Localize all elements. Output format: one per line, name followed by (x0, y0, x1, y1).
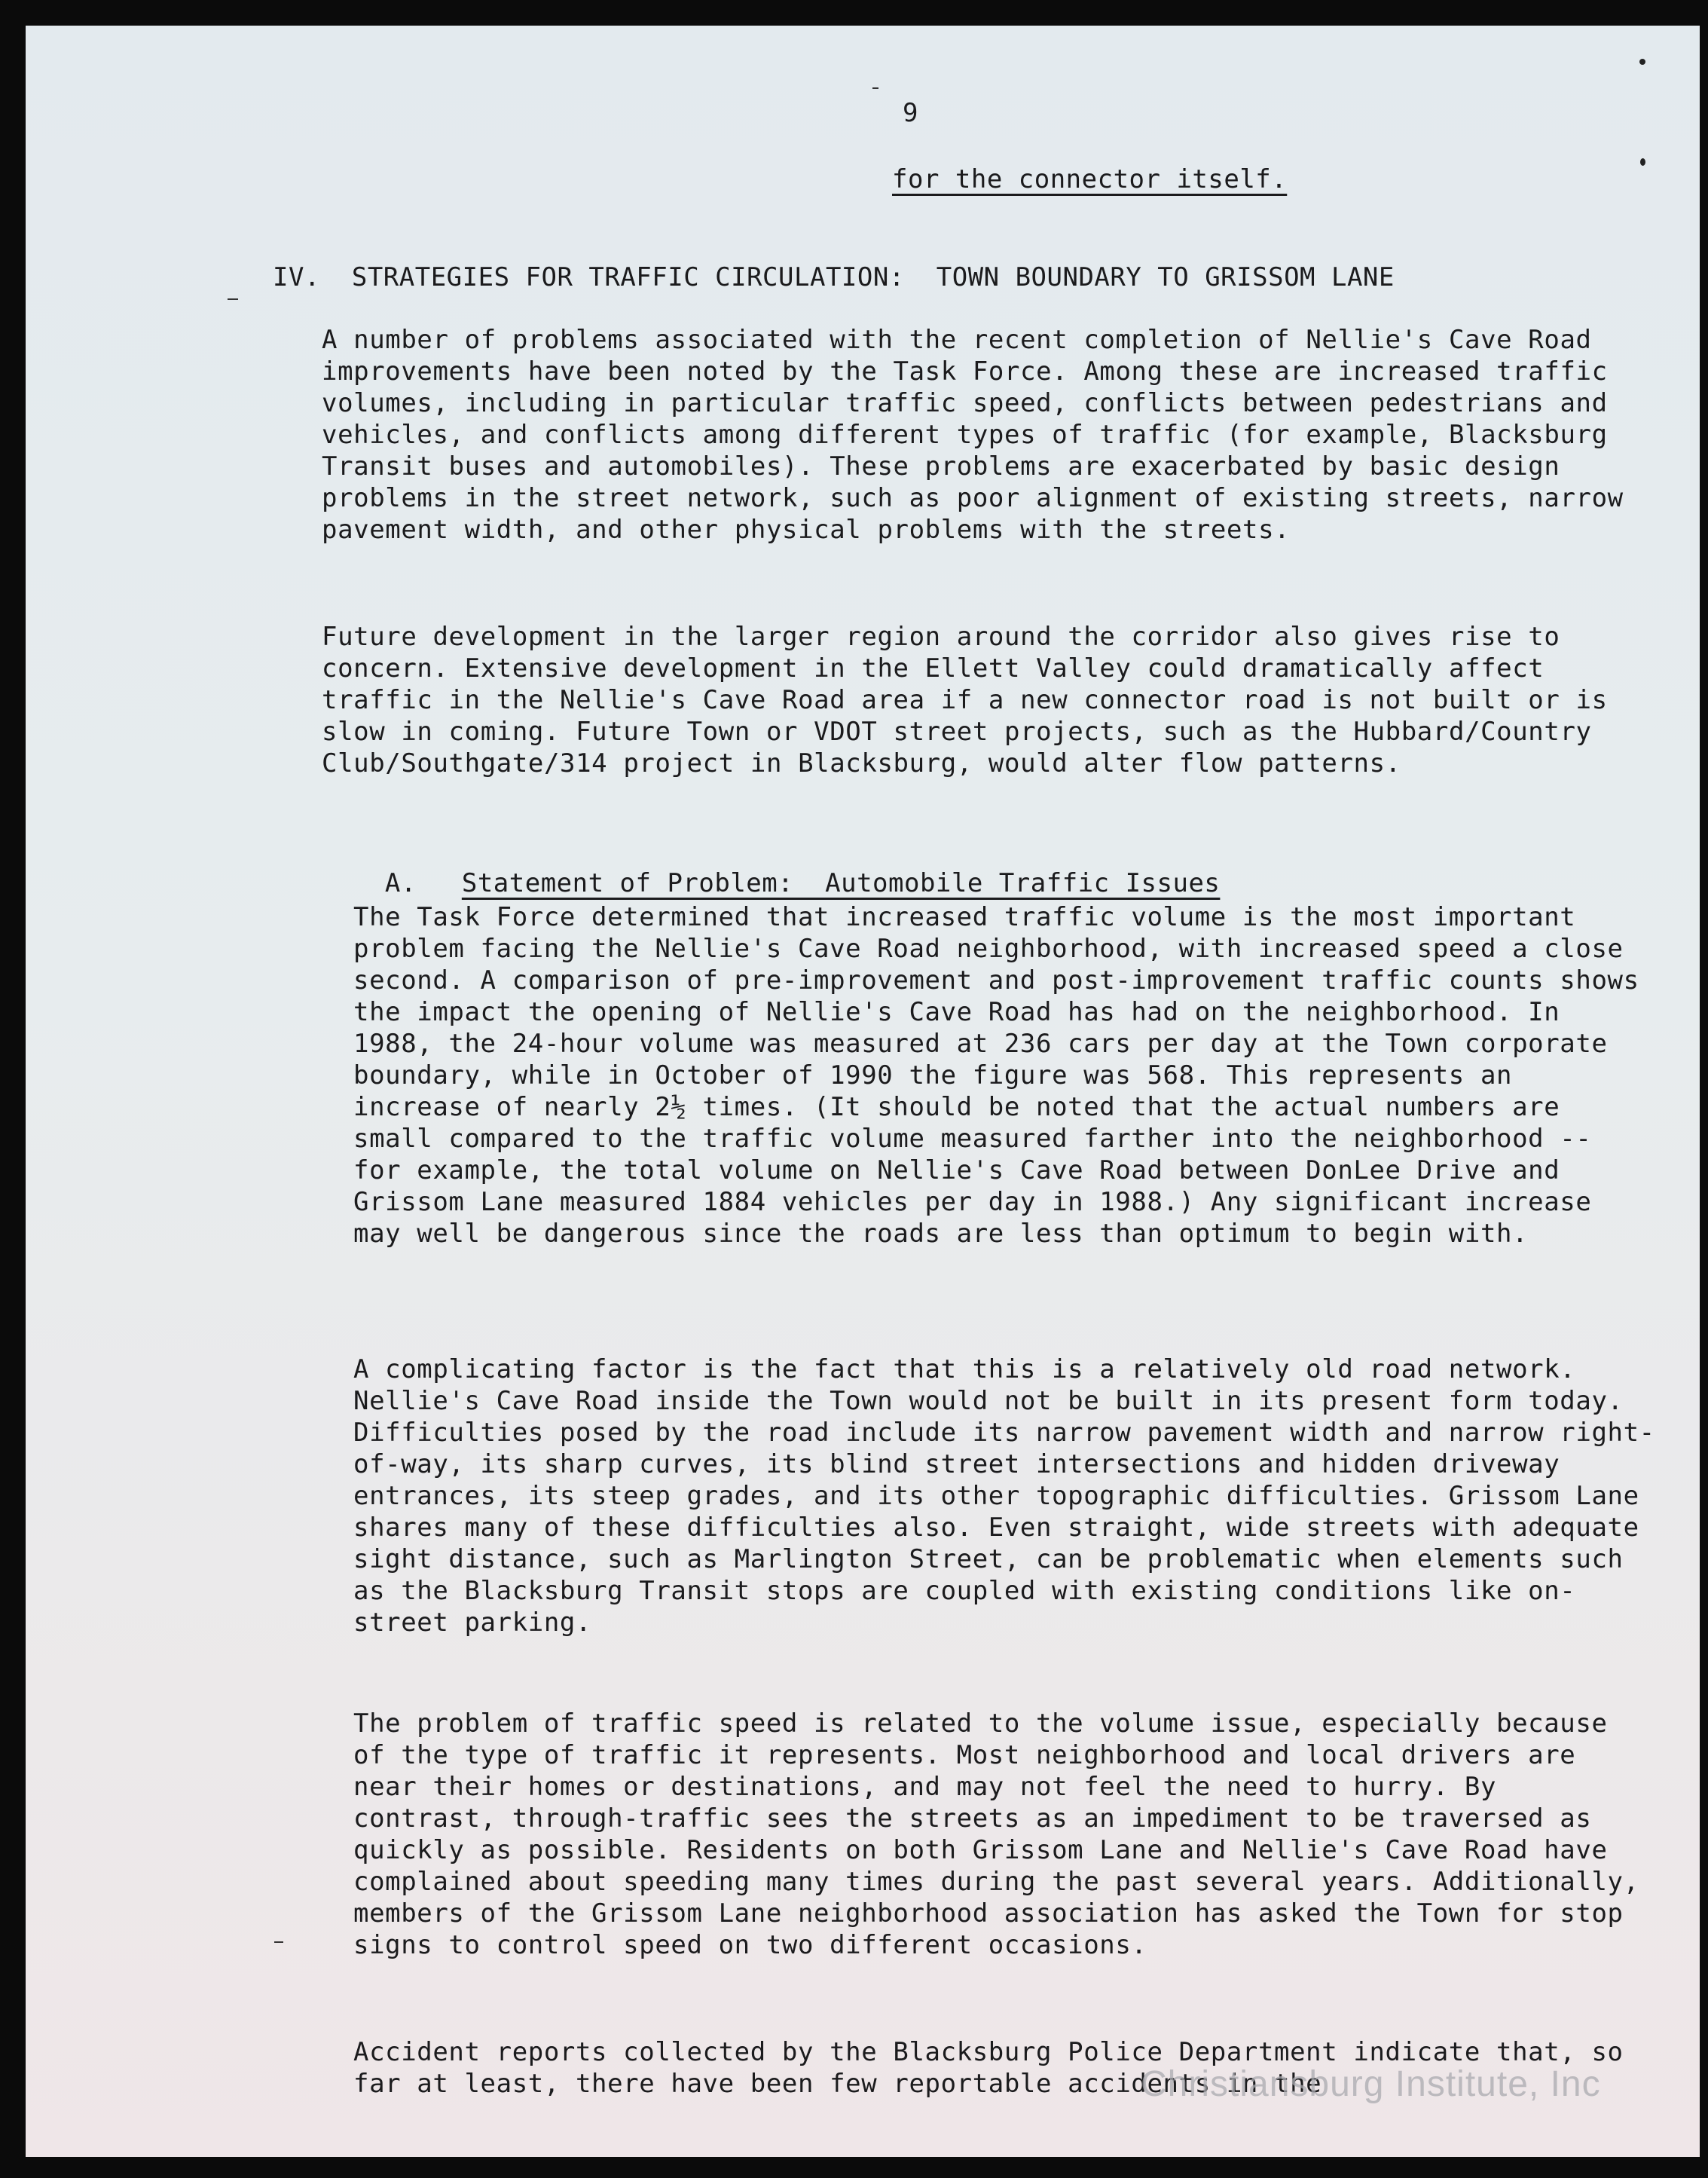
scan-mark-lower-left (274, 1941, 283, 1943)
subsection-paragraph-1: The Task Force determined that increased traffic volume is the most important problem facing the Nellie's Cave Road neighborhood, with increased speed a close second. A comparison of pre-improvement and post-improvement traffic counts shows the impact the opening of Nellie's Cave Road has had on the neighborhood. In 1988, the 24-hour volume was measured at 236 cars per day at the Town corporate boundary, while in October of 1990 the figure was 568. This represents an increase of nearly 2½ times. (It should be noted that the actual numbers are small compared to the traffic volume measured farther into the neighborhood -- for example, the total volume on Nellie's Cave Road between DonLee Drive and Grissom Lane measured 1884 vehicles per day in 1988.) Any significant increase may well be dangerous since the roads are less than optimum to begin with. (353, 902, 1639, 1249)
page-number: 9 (903, 98, 918, 128)
subsection-paragraph-2: A complicating factor is the fact that this is a relatively old road network. Nellie's Cave Road inside the Town would not be built in its present form today. Difficulties posed by the road include its narrow pavement width and narrow right-of-way, its sharp curves, its blind street intersections and hidden driveway entrances, its steep grades, and its other topographic difficulties. Grissom Lane shares many of these difficulties also. Even straight, wide streets with adequate sight distance, such as Marlington Street, can be problematic when elements such as the Blacksburg Transit stops are coupled with existing conditions like on-street parking. (353, 1354, 1655, 1638)
document-page (26, 26, 1700, 2157)
punch-mark-right (1640, 158, 1645, 166)
section-heading: IV. STRATEGIES FOR TRAFFIC CIRCULATION: TOWN BOUNDARY TO GRISSOM LANE (273, 262, 1395, 292)
watermark: Christiansburg Institute, Inc (1141, 2064, 1601, 2104)
subsection-paragraph-4: Accident reports collected by the Blacksburg Police Department indicate that, so far at least, there have been few reportable accidents in the (353, 2037, 1624, 2099)
section-paragraph-1: A number of problems associated with the recent completion of Nellie's Cave Road improvements have been noted by the Task Force. Among these are increased traffic volumes, including in particular traffic speed, conflicts between pedestrians and vehicles, and conflicts among different types of traffic (for example, Blacksburg Transit buses and automobiles). These problems are exacerbated by basic design problems in the street network, such as poor alignment of existing streets, narrow pavement width, and other physical problems with the streets. (322, 325, 1624, 545)
scan-mark-top (872, 87, 878, 89)
subsection-letter: A. (384, 868, 417, 898)
punch-mark-top (1639, 59, 1645, 65)
subsection-paragraph-3: The problem of traffic speed is related to the volume issue, especially because of the type of traffic it represents. Most neighborhood and local drivers are near their homes or destinations, and may not feel the need to hurry. By contrast, through-traffic sees the streets as an impediment to be traversed as quickly as possible. Residents on both Grissom Lane and Nellie's Cave Road have complained about speeding many times during the past several years. Additionally, members of the Grissom Lane neighborhood association has asked the Town for stop signs to control speed on two different occasions. (353, 1708, 1639, 1960)
section-paragraph-2: Future development in the larger region around the corridor also gives rise to concern. Extensive development in the Ellett Valley could dramatically affect traffic in the Nellie's Cave Road area if a new connector road is not built or is slow in coming. Future Town or VDOT street projects, such as the Hubbard/Country Club/Southgate/314 project in Blacksburg, would alter flow patterns. (322, 622, 1608, 779)
scan-mark-left (228, 298, 238, 300)
subsection-title: Statement of Problem: Automobile Traffic Issues (461, 868, 1221, 898)
continuation-line: for the connector itself. (892, 164, 1288, 194)
